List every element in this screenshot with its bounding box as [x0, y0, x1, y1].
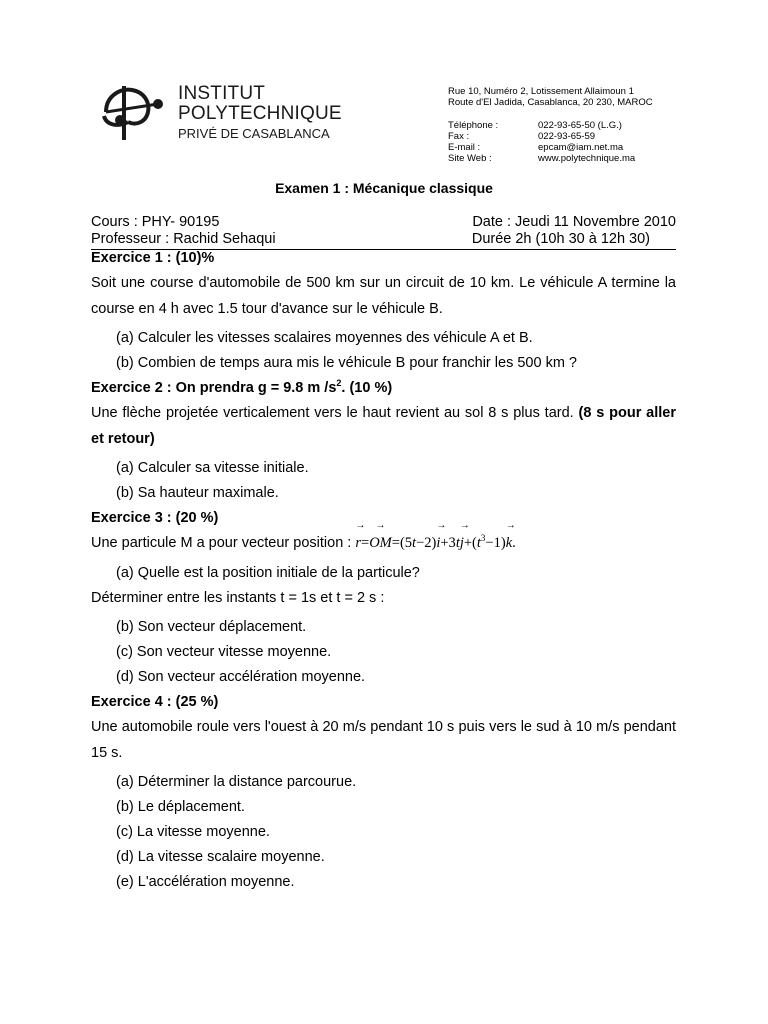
contact-row-fax: [448, 131, 635, 142]
professor-name: Professeur : Rachid Sehaqui: [91, 231, 276, 247]
vector-om: → OM: [369, 531, 392, 557]
contact-value: 022-93-65-59: [538, 131, 596, 142]
exam-title: Examen 1 : Mécanique classique: [275, 180, 493, 196]
exercise-1-item-b: (b) Combien de temps aura mis le véhicule B pour franchir les 500 km ?: [116, 355, 577, 371]
formula-term: −2): [416, 535, 437, 551]
exercise-3-text-main: Une particule M a pour vecteur position :: [91, 535, 352, 551]
exercise-3-item-a: (a) Quelle est la position initiale de la particule?: [116, 564, 420, 581]
address-line-1: Rue 10, Numéro 2, Lotissement Allaimoun 1: [448, 86, 634, 97]
exercise-1-text: Soit une course d'automobile de 500 km sur un circuit de 10 km. Le véhicule A termine la course en 4 h avec 1.5 tour d'avance sur le véhicule B.: [91, 275, 676, 317]
exercise-2-text-note: (8 s pour aller et retour): [91, 405, 676, 447]
exercise-2-text-main: Une flèche projetée verticalement vers le haut revient au sol 8 s plus tard.: [91, 405, 574, 421]
vector-r: → r: [355, 531, 361, 557]
contact-row-website: [448, 153, 635, 164]
variable-t: t: [412, 535, 417, 551]
variable-t: t: [455, 535, 460, 551]
course-info: [91, 214, 676, 248]
variable-t: t: [476, 535, 481, 551]
formula-term: (5: [399, 535, 413, 551]
contact-label: Téléphone :: [448, 120, 499, 131]
exercise-4-text: Une automobile roule vers l'ouest à 20 m/s pendant 10 s puis vers le sud à 10 m/s pendant 15 s.: [91, 719, 676, 761]
contact-value: www.polytechnique.ma: [538, 153, 636, 164]
unit-vector-j: → j: [460, 531, 464, 557]
exercise-2-item-b: (b) Sa hauteur maximale.: [116, 485, 279, 501]
address-block: [448, 86, 653, 108]
exponent: 3: [480, 533, 486, 544]
course-code: Cours : PHY- 90195: [91, 214, 220, 230]
polytechnique-logo-icon: [98, 82, 168, 144]
institution-logo: [98, 82, 348, 146]
exam-date: Date : Jeudi 11 Novembre 2010: [472, 214, 676, 230]
position-vector-formula: [355, 535, 515, 551]
exercise-2-item-a: (a) Calculer sa vitesse initiale.: [116, 460, 309, 476]
unit-vector-i: → i: [436, 531, 440, 557]
formula-term: +3: [440, 535, 456, 551]
exercise-2-title-text: Exercice 2 : On prendra g = 9.8 m /s: [91, 380, 337, 396]
logo-line-1: INSTITUT: [178, 83, 266, 104]
exercise-2-title: [91, 380, 676, 397]
exercise-4-item-d: (d) La vitesse scalaire moyenne.: [116, 849, 325, 865]
exercise-3-item-c: (c) Son vecteur vitesse moyenne.: [116, 644, 332, 660]
contact-label: Fax :: [448, 131, 470, 142]
course-info-row-2: [91, 231, 676, 248]
exercise-4-title: Exercice 4 : (25 %): [91, 694, 219, 710]
contact-label: Site Web :: [448, 153, 492, 164]
unit-vector-k: → k: [506, 531, 512, 557]
exercise-4-item-a: (a) Déterminer la distance parcourue.: [116, 774, 357, 790]
course-info-row-1: [91, 214, 676, 231]
formula-end: .: [512, 535, 516, 551]
contact-block: [448, 120, 635, 164]
exercise-4-item-c: (c) La vitesse moyenne.: [116, 824, 270, 840]
contact-value: epcam@iam.net.ma: [538, 142, 624, 153]
exercise-3-item-b: (b) Son vecteur déplacement.: [116, 619, 307, 635]
exercise-3-item-d: (d) Son vecteur accélération moyenne.: [116, 669, 366, 685]
contact-row-email: [448, 142, 635, 153]
formula-term: −1): [485, 535, 506, 551]
exponent: 2: [336, 378, 342, 389]
contact-label: E-mail :: [448, 142, 481, 153]
formula-term: +(: [463, 535, 477, 551]
exercise-1-title: Exercice 1 : (10)%: [91, 250, 215, 266]
address-line-2: Route d'El Jadida, Casablanca, 20 230, MAROC: [448, 97, 653, 108]
contact-value: 022-93-65-50 (L.G.): [538, 120, 622, 131]
exercise-4-item-b: (b) Le déplacement.: [116, 799, 245, 815]
exercise-2-title-suffix: . (10 %): [341, 380, 393, 396]
exercise-1-item-a: (a) Calculer les vitesses scalaires moyennes des véhicule A et B.: [116, 330, 533, 346]
logo-line-3: PRIVÉ DE CASABLANCA: [178, 126, 330, 141]
exam-content: [91, 250, 676, 891]
exercise-3-text: [91, 531, 676, 557]
exercise-3-title: Exercice 3 : (20 %): [91, 510, 219, 526]
exam-duration: Durée 2h (10h 30 à 12h 30): [471, 231, 650, 247]
equals-sign: =: [361, 535, 370, 551]
exercise-2-text: [91, 401, 676, 452]
exercise-4-item-e: (e) L'accélération moyenne.: [116, 874, 295, 890]
contact-row-phone: [448, 120, 635, 131]
logo-line-2: POLYTECHNIQUE: [178, 103, 342, 124]
exercise-3-interval: Déterminer entre les instants t = 1s et t = 2 s :: [91, 589, 385, 606]
equals-sign: =: [391, 535, 400, 551]
logo-wordmark: [178, 84, 342, 142]
